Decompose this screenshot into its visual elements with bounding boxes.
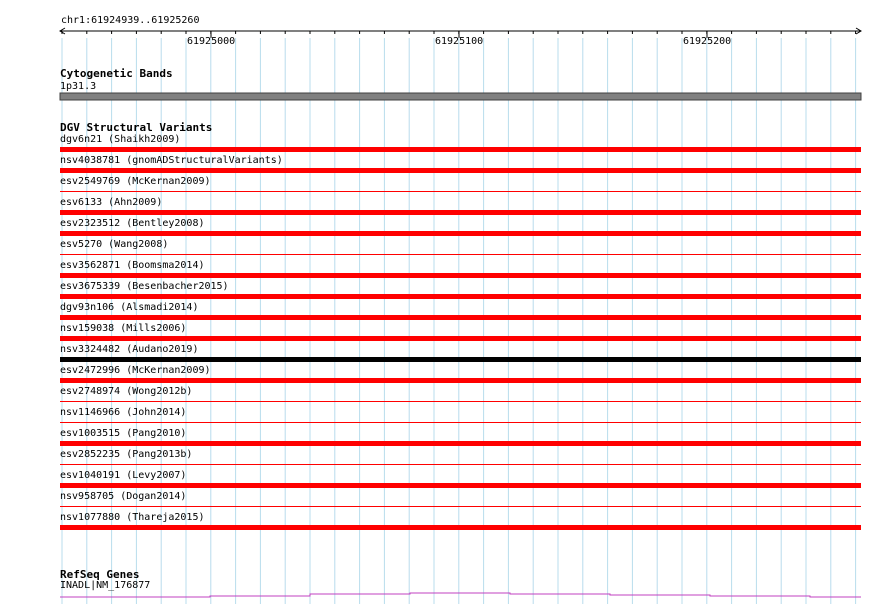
dgv-feature-label[interactable]: esv1003515 (Pang2010)	[60, 428, 187, 439]
dgv-variant-bar[interactable]	[60, 315, 861, 320]
dgv-variant-bar[interactable]	[60, 191, 861, 192]
dgv-variant-bar[interactable]	[60, 254, 861, 255]
refseq-gene-line[interactable]	[60, 593, 861, 597]
cytoband-bar[interactable]	[60, 93, 861, 100]
dgv-feature-label[interactable]: esv2748974 (Wong2012b)	[60, 386, 193, 397]
dgv-feature-label[interactable]: nsv3324482 (Audano2019)	[60, 344, 199, 355]
dgv-feature-label[interactable]: nsv958705 (Dogan2014)	[60, 491, 187, 502]
dgv-variant-bar[interactable]	[60, 378, 861, 383]
track-title-cytogenetic-bands: Cytogenetic Bands	[60, 67, 173, 80]
dgv-variant-bar[interactable]	[60, 231, 861, 236]
dgv-variant-bar[interactable]	[60, 441, 861, 446]
dgv-feature-label[interactable]: esv3562871 (Boomsma2014)	[60, 260, 205, 271]
dgv-feature-label[interactable]: dgv93n106 (Alsmadi2014)	[60, 302, 199, 313]
dgv-feature-label[interactable]: esv1040191 (Levy2007)	[60, 470, 187, 481]
dgv-feature-label[interactable]: esv6133 (Ahn2009)	[60, 197, 163, 208]
dgv-feature-label[interactable]: esv2323512 (Bentley2008)	[60, 218, 205, 229]
region-coordinates: chr1:61924939..61925260	[61, 15, 200, 26]
dgv-variant-bar[interactable]	[60, 483, 861, 488]
ruler-tick-label: 61925200	[683, 36, 732, 47]
dgv-feature-label[interactable]: esv3675339 (Besenbacher2015)	[60, 281, 229, 292]
dgv-feature-label[interactable]: esv2472996 (McKernan2009)	[60, 365, 211, 376]
dgv-variant-bar[interactable]	[60, 422, 861, 423]
dgv-variant-bar[interactable]	[60, 401, 861, 402]
dgv-variant-bar[interactable]	[60, 168, 861, 173]
dgv-variant-bar[interactable]	[60, 506, 861, 507]
track-title-refseq: RefSeq Genes	[60, 568, 140, 581]
dgv-feature-label[interactable]: dgv6n21 (Shaikh2009)	[60, 134, 181, 145]
dgv-variant-bar[interactable]	[60, 294, 861, 299]
dgv-variant-bar[interactable]	[60, 210, 861, 215]
dgv-feature-label[interactable]: esv2852235 (Pang2013b)	[60, 449, 193, 460]
dgv-feature-label[interactable]: nsv159038 (Mills2006)	[60, 323, 187, 334]
cytoband-label: 1p31.3	[60, 81, 97, 92]
track-title-dgv: DGV Structural Variants	[60, 121, 213, 134]
dgv-variant-bar[interactable]	[60, 525, 861, 530]
ruler-tick-label: 61925100	[435, 36, 484, 47]
dgv-feature-label[interactable]: esv2549769 (McKernan2009)	[60, 176, 211, 187]
dgv-feature-label[interactable]: esv5270 (Wang2008)	[60, 239, 169, 250]
ruler-tick-label: 61925000	[187, 36, 236, 47]
dgv-variant-bar[interactable]	[60, 147, 861, 152]
dgv-variant-bar[interactable]	[60, 336, 861, 341]
dgv-variant-bar[interactable]	[60, 357, 861, 362]
dgv-variant-bar[interactable]	[60, 273, 861, 278]
refseq-gene-label[interactable]: INADL|NM_176877	[60, 580, 151, 591]
dgv-variant-bar[interactable]	[60, 464, 861, 465]
dgv-feature-label[interactable]: nsv1146966 (John2014)	[60, 407, 187, 418]
dgv-feature-label[interactable]: nsv1077880 (Thareja2015)	[60, 512, 205, 523]
dgv-feature-label[interactable]: nsv4038781 (gnomADStructuralVariants)	[60, 155, 283, 166]
